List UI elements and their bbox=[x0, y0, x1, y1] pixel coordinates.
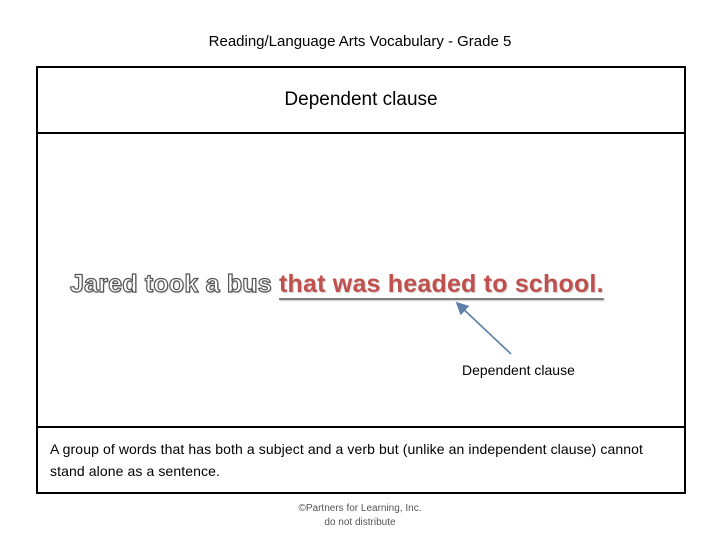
term-heading bbox=[38, 68, 684, 134]
copyright-line: ©Partners for Learning, Inc. bbox=[298, 503, 422, 514]
distribution-notice: do not distribute bbox=[324, 517, 396, 528]
pointer-arrow-line bbox=[458, 304, 511, 354]
vocabulary-card bbox=[36, 66, 686, 494]
definition-text: A group of words that has both a subject and a verb but (unlike an independent clause) cannot stand alone as a sentence. bbox=[50, 441, 644, 479]
main-clause-text: Jared took a bus bbox=[70, 270, 272, 298]
term-label: Dependent clause bbox=[284, 89, 438, 110]
example-area bbox=[38, 134, 684, 426]
dependent-clause-text: that was headed to school. bbox=[279, 270, 604, 298]
pointer-arrow-icon bbox=[38, 134, 684, 426]
copyright-footer bbox=[0, 502, 720, 530]
pointer-label: Dependent clause bbox=[462, 362, 575, 378]
definition-box bbox=[38, 426, 684, 492]
page-title: Reading/Language Arts Vocabulary - Grade 5 bbox=[208, 33, 512, 50]
